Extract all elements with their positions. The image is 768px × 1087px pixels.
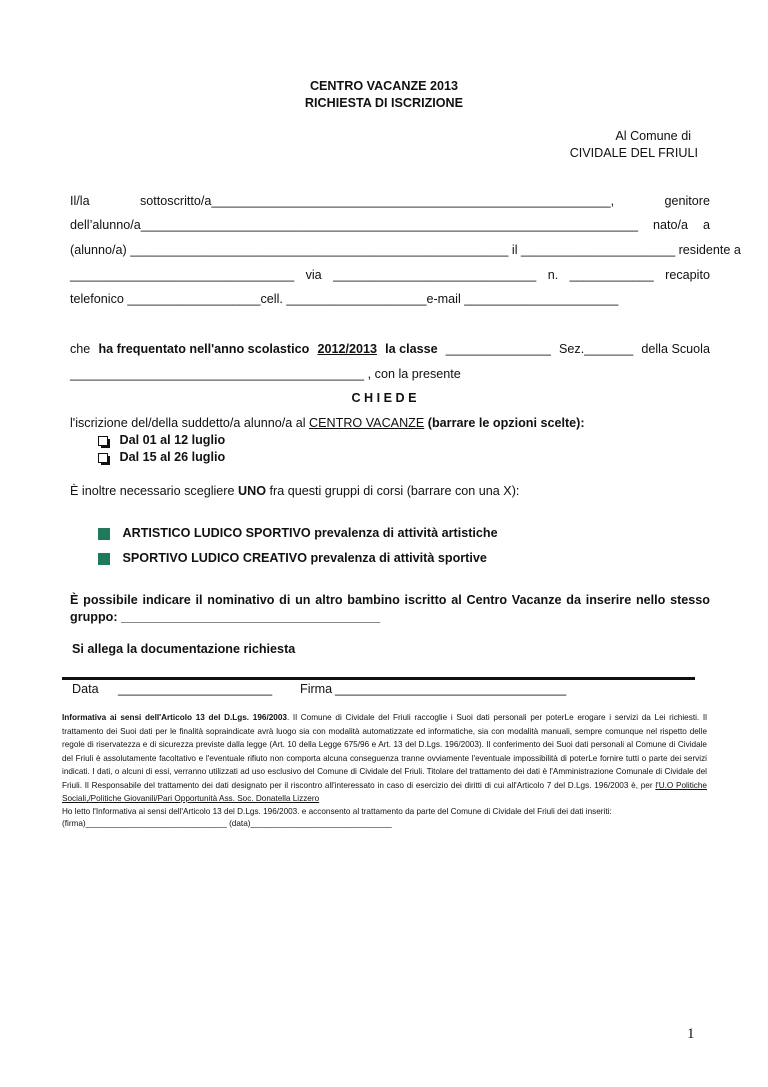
allega-heading: Si allega la documentazione richiesta [72,642,296,656]
label-recapito: recapito [665,268,710,282]
altro-bambino-line: È possibile indicare il nominativo di un altro bambino iscritto al Centro Vacanze da inserire nello stesso [70,593,710,607]
scelta-note: fra questi gruppi di corsi (barrare con una X): [269,484,520,498]
document-title: CENTRO VACANZE 2013 [309,79,459,93]
privacy-lead: Informativa ai sensi dell'Articolo 13 del D.Lgs. 196/2003 [62,713,287,722]
gruppo-label: gruppo: [70,610,118,624]
firma-field[interactable]: _________________________________ [335,682,567,696]
uno-label: UNO [238,484,266,498]
label-anno: 2012/2013 [317,342,377,356]
checkbox-icon[interactable] [98,453,108,463]
label-via: via [305,268,322,282]
centro-vacanze-label: CENTRO VACANZE [309,416,425,430]
label-classe: la classe [385,342,438,356]
label-nato: nato/a [652,218,688,232]
privacy-notice [62,711,707,806]
field-sottoscritto[interactable]: sottoscritto/a_________________________________________________________, [139,194,615,208]
scelta-gruppo-line [70,484,519,498]
field-gruppo[interactable]: _____________________________________ [121,610,381,624]
firma-label: Firma [300,682,333,696]
field-comune[interactable]: ________________________________ [70,268,295,282]
scelta-text: È inoltre necessario scegliere [70,484,235,498]
divider-rule [62,677,695,680]
field-classe[interactable]: _______________ [445,342,551,356]
form-line-residente[interactable]: (alunno/a) ______________________________________________________ il ______________________ residente a [70,243,741,257]
checkbox-icon[interactable] [98,436,108,446]
form-line-classe [70,342,710,356]
consent-line: Ho letto l'Informativa ai sensi dell'Articolo 13 del D.Lgs. 196/2003. e acconsento al trattamento da parte del Comune di Cividale del Friuli dei dati inseriti: [62,807,612,816]
form-line-telefono[interactable]: telefonico ___________________cell. ____________________e-mail ______________________ [70,292,619,306]
label-a: a [702,218,710,232]
group-sportivo-label: SPORTIVO LUDICO CREATIVO prevalenza di attività sportive [122,551,487,565]
privacy-text: . Il Comune di Cividale del Friuli raccoglie i Suoi dati personali per poterLe erogare i servizi da Lei richiesti. Il trattamento dei Suoi dati per le finalità sopraindicate avrà luogo sia con modalità automatizzate ed informatiche, sia con modalità manuali, sempre comunque nel rispetto delle regole di riservatezza e di sicurezza previste dalla legge (Art. 10 della Legge 675/96 e Art. 13 del D.Lgs. 196/2003). Il conferimento dei Suoi dati personali al Comune di Cividale del Friuli è assolutamente facoltativo e l'eventuale rifiuto non comporta alcuna conseguenza tranne ovviamente l'eventuale impossibilità di poterLe fornire tutti o parte dei servizi indicati. I dati, o alcuni di essi, verranno utilizzati ad uso esclusivo del Comune di Cividale del Friuli. Titolare del trattamento dei dati è l'Amministrazione Comunale di Cividale del Friuli. Il Responsabile del trattamento dei dati designato per il riscontro all'interessato in caso di esercizio dei diritti di cui all'Articolo 7 del D.Lgs. 196/2003 è, per [62,713,707,790]
privacy-responsible: l'U.O Politiche Sociali,/Politiche Giovanili/Pari Opportunità Ass. Soc. Donatella Lizzero [62,780,707,803]
label-frequentato: ha frequentato nell'anno scolastico [98,342,310,356]
iscrizione-line [70,416,585,430]
recipient-line-2: CIVIDALE DEL FRIULI [569,146,698,160]
page-number: 1 [687,1026,695,1042]
data-field[interactable]: ______________________ [118,682,273,696]
label-genitore: genitore [664,194,710,208]
form-line-scuola[interactable]: __________________________________________ , con la presente [70,367,461,381]
label-scuola: della Scuola [641,342,710,356]
square-bullet-icon[interactable] [98,528,110,540]
chiede-heading: C H I E D E [351,391,417,405]
iscrizione-text: l'iscrizione del/della suddetto/a alunno/a al [70,416,306,430]
field-via[interactable]: _____________________________ [333,268,537,282]
data-label: Data [72,682,99,696]
option-luglio-1-label: Dal 01 al 12 luglio [119,433,226,447]
option-luglio-2-label: Dal 15 al 26 luglio [119,450,226,464]
form-line-via [70,268,710,282]
option-luglio-1[interactable] [98,433,225,447]
field-numero[interactable]: ____________ [569,268,654,282]
group-artistico-label: ARTISTICO LUDICO SPORTIVO prevalenza di attività artistiche [122,526,498,540]
barrare-note: (barrare le opzioni scelte): [427,416,585,430]
field-alunno[interactable]: dell’alunno/a_______________________________________________________________________ [70,218,639,232]
recipient-line-1: Al Comune di [615,129,691,143]
group-artistico[interactable] [98,526,498,540]
square-bullet-icon[interactable] [98,553,110,565]
option-luglio-2[interactable] [98,450,225,464]
document-subtitle: RICHIESTA DI ISCRIZIONE [304,96,464,110]
field-sezione[interactable]: Sez._______ [559,342,634,356]
form-line-alunno [70,218,710,232]
label-il-la: Il/la [70,194,90,208]
label-numero: n. [547,268,559,282]
label-che: che [70,342,91,356]
consent-sign-line[interactable]: (firma)_______________________________ (data)_______________________________ [62,819,392,828]
gruppo-line [70,610,380,624]
form-line-sottoscritto [70,194,710,208]
group-sportivo[interactable] [98,551,487,565]
